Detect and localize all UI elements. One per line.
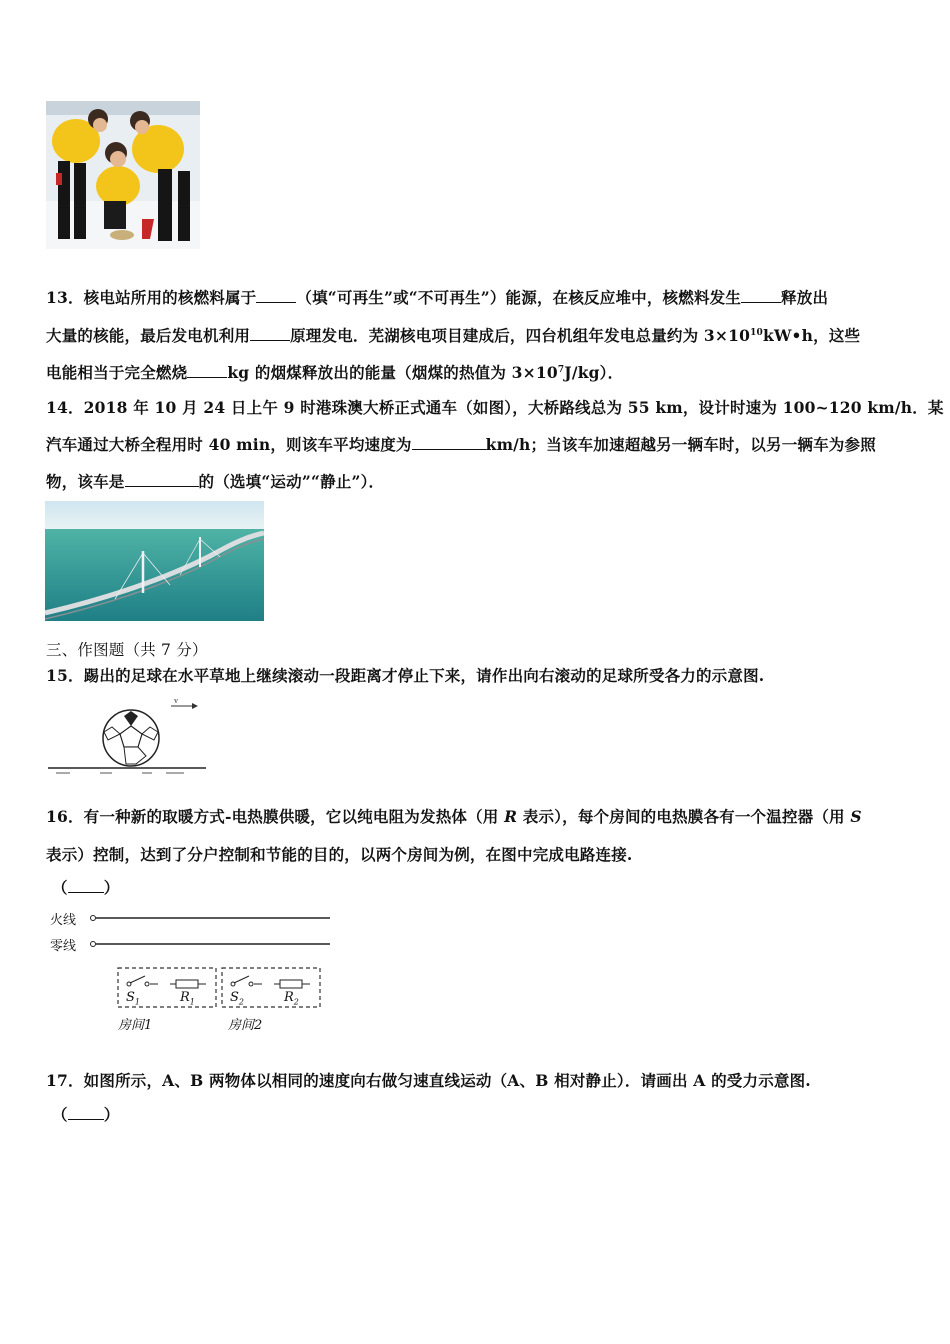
q16-symbol-r: R [504, 807, 518, 826]
live-wire-label [50, 909, 76, 928]
q16-line-1 [46, 805, 862, 827]
live-wire-text: 火线 [50, 913, 77, 928]
circuit-diagram [46, 904, 336, 1034]
bridge-illustration [45, 501, 264, 621]
r1-sub: 1 [189, 997, 195, 1007]
q14-text-d: 物，该车是 [46, 472, 125, 491]
r1-text: R [180, 990, 190, 1005]
q13-text-c: 释放出 [781, 288, 829, 307]
curling-photo [46, 101, 200, 249]
q13-line-1 [46, 286, 828, 308]
s2-text: S [230, 990, 239, 1005]
section-3-heading [46, 638, 208, 660]
q13-text-b: （填“可再生”或“不可再生”）能源，在核反应堆中，核燃料发生 [296, 288, 742, 307]
q17-answer-open: （ [52, 1105, 68, 1124]
switch-1-label [126, 990, 140, 1007]
q14-blank-2[interactable] [125, 472, 199, 487]
r2-sub: 2 [293, 997, 299, 1007]
q14-text-a: 14．2018 年 10 月 24 日上午 9 时港珠澳大桥正式通车（如图），大桥路线总为 55 km，设计时速为 100~120 km/h．某 [46, 398, 944, 417]
q13-text-a: 13．核电站所用的核燃料属于 [46, 288, 257, 307]
switch-2-label [230, 990, 244, 1007]
q16-answer-close: ） [103, 878, 120, 897]
q15-question: 15．踢出的足球在水平草地上继续滚动一段距离才停止下来，请作出向右滚动的足球所受各力的示意图. [46, 666, 765, 685]
q13-line-2 [46, 324, 860, 346]
q16-answer-open: （ [52, 878, 68, 897]
q16-line-2 [46, 843, 633, 865]
q14-line-2 [46, 433, 876, 455]
s1-text: S [126, 990, 135, 1005]
bridge-photo [45, 501, 264, 621]
q16-answer [52, 876, 119, 898]
q13-exp-1: 10 [750, 327, 763, 338]
r2-text: R [284, 990, 294, 1005]
room-2-label [228, 1014, 262, 1033]
q13-blank-3[interactable] [250, 326, 290, 341]
q13-blank-4[interactable] [187, 363, 227, 378]
q13-text-i: J/kg）． [564, 363, 624, 382]
football-drawing [46, 694, 216, 778]
q13-line-3 [46, 361, 623, 383]
q14-text-e: 的（选填“运动”“静止”）． [198, 472, 385, 491]
room-1-label [118, 1014, 152, 1033]
q15-text [46, 664, 764, 686]
q13-blank-2[interactable] [741, 288, 781, 303]
neutral-wire-label [50, 935, 76, 954]
section-3-title: 三、作图题（共 7 分） [46, 641, 208, 659]
q13-text-g: 电能相当于完全燃烧 [46, 363, 188, 382]
q14-line-3 [46, 470, 384, 492]
football-figure [46, 694, 216, 778]
q13-blank-1[interactable] [256, 288, 296, 303]
q17-text [46, 1069, 811, 1091]
q13-text-h: kg 的烟煤释放出的能量（烟煤的热值为 3×10 [227, 363, 558, 382]
circuit-drawing [46, 904, 336, 1034]
q14-text-c: km/h；当该车加速超越另一辆车时，以另一辆车为参照 [485, 435, 876, 454]
q16-text-c: 表示）控制，达到了分户控制和节能的目的，以两个房间为例，在图中完成电路连接. [46, 845, 633, 864]
neutral-wire-text: 零线 [50, 939, 77, 954]
q14-blank-1[interactable] [412, 435, 486, 450]
s1-sub: 1 [134, 997, 140, 1007]
q14-text-b: 汽车通过大桥全程用时 40 min，则该车平均速度为 [46, 435, 412, 454]
q17-answer-close: ） [103, 1105, 120, 1124]
q17-answer-blank[interactable] [68, 1105, 104, 1120]
room-1-text: 房间1 [118, 1018, 153, 1033]
q13-text-d: 大量的核能，最后发电机利用 [46, 326, 251, 345]
velocity-label: v [174, 696, 178, 705]
q16-answer-blank[interactable] [68, 878, 104, 893]
q14-line-1 [46, 396, 944, 418]
curling-illustration [46, 101, 200, 249]
q16-text-b: 表示），每个房间的电热膜各有一个温控器（用 [517, 807, 851, 826]
room-2-text: 房间2 [228, 1018, 263, 1033]
q17-question: 17．如图所示，A、B 两物体以相同的速度向右做匀速直线运动（A、B 相对静止）．请画出 A 的受力示意图. [46, 1071, 811, 1090]
q13-text-e: 原理发电．芜湖核电项目建成后，四台机组年发电总量约为 3×10 [290, 326, 751, 345]
q16-symbol-s: S [850, 807, 862, 826]
q13-text-f: kW•h，这些 [763, 326, 861, 345]
q16-text-a: 16．有一种新的取暖方式-电热膜供暖，它以纯电阻为发热体（用 [46, 807, 505, 826]
q17-answer [52, 1103, 119, 1125]
s2-sub: 2 [238, 997, 244, 1007]
resistor-2-label [284, 990, 299, 1007]
resistor-1-label [180, 990, 195, 1007]
q13-exp-2: 7 [557, 364, 565, 375]
